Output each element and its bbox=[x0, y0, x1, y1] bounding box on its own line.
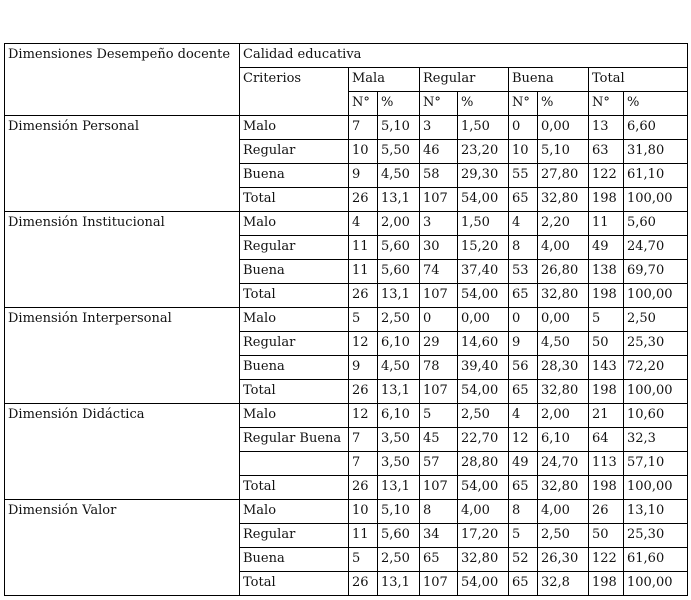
count-cell: 122 bbox=[589, 548, 624, 572]
count-cell: 45 bbox=[420, 428, 458, 452]
count-cell: 26 bbox=[349, 380, 378, 404]
criterio-cell: Regular bbox=[240, 332, 349, 356]
count-cell: 10 bbox=[509, 140, 538, 164]
criterio-cell: Total bbox=[240, 380, 349, 404]
percent-cell: 17,20 bbox=[458, 524, 509, 548]
count-cell: 49 bbox=[589, 236, 624, 260]
count-cell: 12 bbox=[509, 428, 538, 452]
count-cell: 198 bbox=[589, 572, 624, 596]
percent-cell: 100,00 bbox=[624, 476, 688, 500]
count-cell: 26 bbox=[349, 572, 378, 596]
percent-cell: 32,8 bbox=[538, 572, 589, 596]
percent-cell: 72,20 bbox=[624, 356, 688, 380]
count-cell: 46 bbox=[420, 140, 458, 164]
percent-cell: 4,00 bbox=[538, 236, 589, 260]
count-cell: 3 bbox=[420, 116, 458, 140]
table-row bbox=[5, 212, 688, 236]
count-cell: 74 bbox=[420, 260, 458, 284]
count-cell: 198 bbox=[589, 284, 624, 308]
criterio-cell: Total bbox=[240, 284, 349, 308]
count-cell: 9 bbox=[349, 164, 378, 188]
count-cell: 34 bbox=[420, 524, 458, 548]
percent-cell: 4,00 bbox=[458, 500, 509, 524]
percent-cell: 13,1 bbox=[378, 572, 420, 596]
table-row bbox=[5, 500, 688, 524]
count-cell: 122 bbox=[589, 164, 624, 188]
percent-cell: 54,00 bbox=[458, 572, 509, 596]
percent-cell: 28,80 bbox=[458, 452, 509, 476]
count-cell: 4 bbox=[349, 212, 378, 236]
percent-cell: 24,70 bbox=[538, 452, 589, 476]
percent-cell: 13,1 bbox=[378, 188, 420, 212]
percent-cell: 28,30 bbox=[538, 356, 589, 380]
count-cell: 49 bbox=[509, 452, 538, 476]
percent-cell: 0,00 bbox=[458, 308, 509, 332]
count-cell: 26 bbox=[349, 476, 378, 500]
criterio-cell bbox=[240, 452, 349, 476]
count-cell: 65 bbox=[509, 284, 538, 308]
percent-cell: 2,50 bbox=[538, 524, 589, 548]
criterio-cell: Total bbox=[240, 476, 349, 500]
percent-cell: 5,60 bbox=[378, 260, 420, 284]
count-cell: 7 bbox=[349, 116, 378, 140]
header-criterios: Criterios bbox=[240, 68, 349, 116]
dimension-name: Dimensión Didáctica bbox=[5, 404, 240, 500]
percent-cell: 2,20 bbox=[538, 212, 589, 236]
percent-cell: 5,50 bbox=[378, 140, 420, 164]
percent-cell: 5,10 bbox=[538, 140, 589, 164]
count-cell: 12 bbox=[349, 332, 378, 356]
count-cell: 65 bbox=[509, 380, 538, 404]
header-pct: % bbox=[538, 92, 589, 116]
count-cell: 26 bbox=[349, 284, 378, 308]
count-cell: 0 bbox=[509, 308, 538, 332]
header-row-1 bbox=[5, 44, 688, 68]
header-n: N° bbox=[589, 92, 624, 116]
count-cell: 11 bbox=[589, 212, 624, 236]
count-cell: 57 bbox=[420, 452, 458, 476]
percent-cell: 13,1 bbox=[378, 380, 420, 404]
count-cell: 10 bbox=[349, 140, 378, 164]
count-cell: 4 bbox=[509, 212, 538, 236]
criterio-cell: Buena bbox=[240, 164, 349, 188]
percent-cell: 61,10 bbox=[624, 164, 688, 188]
count-cell: 65 bbox=[420, 548, 458, 572]
count-cell: 26 bbox=[589, 500, 624, 524]
percent-cell: 0,00 bbox=[538, 308, 589, 332]
count-cell: 11 bbox=[349, 260, 378, 284]
percent-cell: 2,00 bbox=[538, 404, 589, 428]
percent-cell: 24,70 bbox=[624, 236, 688, 260]
count-cell: 113 bbox=[589, 452, 624, 476]
percent-cell: 37,40 bbox=[458, 260, 509, 284]
criterio-cell: Total bbox=[240, 188, 349, 212]
count-cell: 9 bbox=[349, 356, 378, 380]
table-body bbox=[5, 44, 688, 596]
quality-table bbox=[4, 43, 688, 596]
criterio-cell: Regular bbox=[240, 236, 349, 260]
percent-cell: 2,00 bbox=[378, 212, 420, 236]
count-cell: 65 bbox=[509, 476, 538, 500]
count-cell: 11 bbox=[349, 524, 378, 548]
percent-cell: 2,50 bbox=[458, 404, 509, 428]
count-cell: 5 bbox=[349, 308, 378, 332]
percent-cell: 5,10 bbox=[378, 116, 420, 140]
dimension-name: Dimensión Personal bbox=[5, 116, 240, 212]
header-pct: % bbox=[624, 92, 688, 116]
count-cell: 198 bbox=[589, 380, 624, 404]
header-n: N° bbox=[349, 92, 378, 116]
header-category-regular: Regular bbox=[420, 68, 509, 92]
count-cell: 138 bbox=[589, 260, 624, 284]
count-cell: 107 bbox=[420, 476, 458, 500]
percent-cell: 32,80 bbox=[538, 284, 589, 308]
count-cell: 29 bbox=[420, 332, 458, 356]
count-cell: 8 bbox=[509, 236, 538, 260]
count-cell: 107 bbox=[420, 284, 458, 308]
count-cell: 50 bbox=[589, 332, 624, 356]
count-cell: 63 bbox=[589, 140, 624, 164]
percent-cell: 1,50 bbox=[458, 212, 509, 236]
percent-cell: 54,00 bbox=[458, 380, 509, 404]
percent-cell: 26,30 bbox=[538, 548, 589, 572]
count-cell: 3 bbox=[420, 212, 458, 236]
criterio-cell: Malo bbox=[240, 308, 349, 332]
header-category-buena: Buena bbox=[509, 68, 589, 92]
criterio-cell: Buena bbox=[240, 356, 349, 380]
percent-cell: 4,50 bbox=[378, 164, 420, 188]
percent-cell: 100,00 bbox=[624, 188, 688, 212]
count-cell: 52 bbox=[509, 548, 538, 572]
count-cell: 107 bbox=[420, 572, 458, 596]
count-cell: 65 bbox=[509, 572, 538, 596]
count-cell: 65 bbox=[509, 188, 538, 212]
percent-cell: 5,60 bbox=[624, 212, 688, 236]
header-dimensions: Dimensiones Desempeño docente bbox=[5, 44, 240, 116]
count-cell: 8 bbox=[420, 500, 458, 524]
percent-cell: 25,30 bbox=[624, 332, 688, 356]
criterio-cell: Total bbox=[240, 572, 349, 596]
header-category-mala: Mala bbox=[349, 68, 420, 92]
percent-cell: 4,50 bbox=[538, 332, 589, 356]
criterio-cell: Buena bbox=[240, 260, 349, 284]
percent-cell: 4,50 bbox=[378, 356, 420, 380]
percent-cell: 32,80 bbox=[538, 380, 589, 404]
count-cell: 9 bbox=[509, 332, 538, 356]
percent-cell: 5,10 bbox=[378, 500, 420, 524]
criterio-cell: Malo bbox=[240, 500, 349, 524]
table-row bbox=[5, 116, 688, 140]
criterio-cell: Regular bbox=[240, 140, 349, 164]
percent-cell: 100,00 bbox=[624, 380, 688, 404]
count-cell: 10 bbox=[349, 500, 378, 524]
percent-cell: 6,10 bbox=[538, 428, 589, 452]
count-cell: 21 bbox=[589, 404, 624, 428]
header-pct: % bbox=[458, 92, 509, 116]
count-cell: 30 bbox=[420, 236, 458, 260]
dimension-name: Dimensión Interpersonal bbox=[5, 308, 240, 404]
percent-cell: 5,60 bbox=[378, 524, 420, 548]
percent-cell: 100,00 bbox=[624, 284, 688, 308]
percent-cell: 10,60 bbox=[624, 404, 688, 428]
count-cell: 107 bbox=[420, 380, 458, 404]
percent-cell: 22,70 bbox=[458, 428, 509, 452]
percent-cell: 100,00 bbox=[624, 572, 688, 596]
count-cell: 107 bbox=[420, 188, 458, 212]
header-n: N° bbox=[509, 92, 538, 116]
count-cell: 58 bbox=[420, 164, 458, 188]
count-cell: 12 bbox=[349, 404, 378, 428]
percent-cell: 13,1 bbox=[378, 476, 420, 500]
percent-cell: 31,80 bbox=[624, 140, 688, 164]
percent-cell: 13,10 bbox=[624, 500, 688, 524]
count-cell: 5 bbox=[589, 308, 624, 332]
count-cell: 143 bbox=[589, 356, 624, 380]
percent-cell: 32,3 bbox=[624, 428, 688, 452]
criterio-cell: Malo bbox=[240, 404, 349, 428]
count-cell: 53 bbox=[509, 260, 538, 284]
criterio-cell: Buena bbox=[240, 548, 349, 572]
percent-cell: 5,60 bbox=[378, 236, 420, 260]
count-cell: 26 bbox=[349, 188, 378, 212]
percent-cell: 25,30 bbox=[624, 524, 688, 548]
percent-cell: 3,50 bbox=[378, 452, 420, 476]
count-cell: 7 bbox=[349, 428, 378, 452]
percent-cell: 6,10 bbox=[378, 332, 420, 356]
percent-cell: 32,80 bbox=[538, 188, 589, 212]
percent-cell: 27,80 bbox=[538, 164, 589, 188]
criterio-cell: Malo bbox=[240, 212, 349, 236]
percent-cell: 32,80 bbox=[538, 476, 589, 500]
percent-cell: 23,20 bbox=[458, 140, 509, 164]
percent-cell: 14,60 bbox=[458, 332, 509, 356]
percent-cell: 39,40 bbox=[458, 356, 509, 380]
percent-cell: 32,80 bbox=[458, 548, 509, 572]
count-cell: 5 bbox=[349, 548, 378, 572]
percent-cell: 6,60 bbox=[624, 116, 688, 140]
count-cell: 198 bbox=[589, 188, 624, 212]
percent-cell: 61,60 bbox=[624, 548, 688, 572]
percent-cell: 29,30 bbox=[458, 164, 509, 188]
header-pct: % bbox=[378, 92, 420, 116]
dimension-name: Dimensión Valor bbox=[5, 500, 240, 596]
count-cell: 50 bbox=[589, 524, 624, 548]
count-cell: 0 bbox=[420, 308, 458, 332]
count-cell: 78 bbox=[420, 356, 458, 380]
table-row bbox=[5, 308, 688, 332]
criterio-cell: Regular Buena bbox=[240, 428, 349, 452]
count-cell: 8 bbox=[509, 500, 538, 524]
percent-cell: 4,00 bbox=[538, 500, 589, 524]
header-n: N° bbox=[420, 92, 458, 116]
percent-cell: 69,70 bbox=[624, 260, 688, 284]
count-cell: 0 bbox=[509, 116, 538, 140]
percent-cell: 15,20 bbox=[458, 236, 509, 260]
count-cell: 5 bbox=[509, 524, 538, 548]
dimension-name: Dimensión Institucional bbox=[5, 212, 240, 308]
count-cell: 7 bbox=[349, 452, 378, 476]
percent-cell: 2,50 bbox=[624, 308, 688, 332]
table-container bbox=[4, 43, 688, 596]
percent-cell: 54,00 bbox=[458, 284, 509, 308]
criterio-cell: Regular bbox=[240, 524, 349, 548]
count-cell: 198 bbox=[589, 476, 624, 500]
count-cell: 4 bbox=[509, 404, 538, 428]
count-cell: 64 bbox=[589, 428, 624, 452]
count-cell: 56 bbox=[509, 356, 538, 380]
count-cell: 5 bbox=[420, 404, 458, 428]
header-group: Calidad educativa bbox=[240, 44, 688, 68]
percent-cell: 57,10 bbox=[624, 452, 688, 476]
percent-cell: 26,80 bbox=[538, 260, 589, 284]
percent-cell: 0,00 bbox=[538, 116, 589, 140]
criterio-cell: Malo bbox=[240, 116, 349, 140]
percent-cell: 3,50 bbox=[378, 428, 420, 452]
header-category-total: Total bbox=[589, 68, 688, 92]
percent-cell: 54,00 bbox=[458, 188, 509, 212]
count-cell: 11 bbox=[349, 236, 378, 260]
percent-cell: 13,1 bbox=[378, 284, 420, 308]
percent-cell: 2,50 bbox=[378, 548, 420, 572]
percent-cell: 1,50 bbox=[458, 116, 509, 140]
percent-cell: 2,50 bbox=[378, 308, 420, 332]
count-cell: 13 bbox=[589, 116, 624, 140]
percent-cell: 6,10 bbox=[378, 404, 420, 428]
count-cell: 55 bbox=[509, 164, 538, 188]
percent-cell: 54,00 bbox=[458, 476, 509, 500]
table-row bbox=[5, 404, 688, 428]
